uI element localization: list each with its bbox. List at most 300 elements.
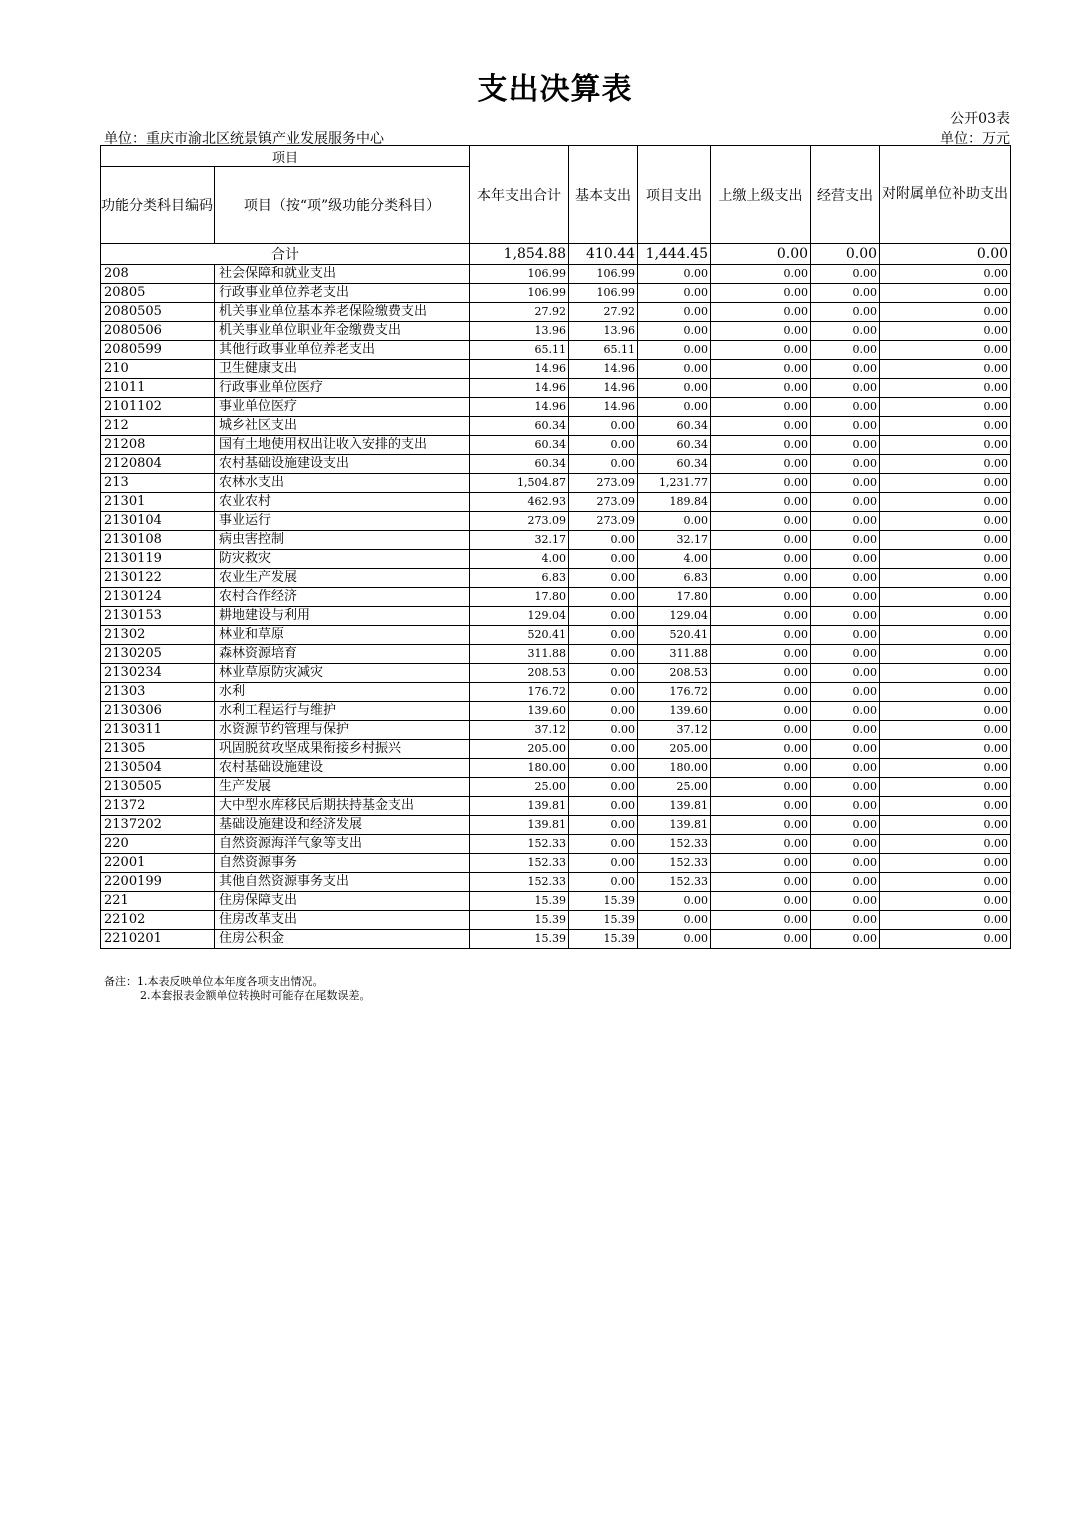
row-value: 0.00: [711, 664, 811, 683]
row-value: 0.00: [711, 626, 811, 645]
row-value: 462.93: [470, 493, 569, 512]
table-row: [101, 588, 1011, 607]
row-value: 0.00: [811, 341, 880, 360]
row-value: 205.00: [638, 740, 711, 759]
footnote-2: 2.本套报表金额单位转换时可能存在尾数误差。: [140, 989, 371, 1002]
row-name: 国有土地使用权出让收入安排的支出: [215, 436, 470, 455]
row-value: 6.83: [638, 569, 711, 588]
row-value: 0.00: [811, 930, 880, 949]
row-value: 0.00: [811, 797, 880, 816]
row-code: 21208: [101, 436, 215, 455]
row-value: 13.96: [470, 322, 569, 341]
row-name: 农村合作经济: [215, 588, 470, 607]
row-code: 21302: [101, 626, 215, 645]
table-row: [101, 322, 1011, 341]
row-name: 生产发展: [215, 778, 470, 797]
row-value: 0.00: [569, 645, 638, 664]
row-name: 住房公积金: [215, 930, 470, 949]
row-value: 37.12: [638, 721, 711, 740]
table-row: [101, 626, 1011, 645]
table-row: [101, 683, 1011, 702]
row-value: 0.00: [711, 550, 811, 569]
row-value: 15.39: [569, 892, 638, 911]
table-row: [101, 474, 1011, 493]
row-name: 林业和草原: [215, 626, 470, 645]
row-value: 25.00: [638, 778, 711, 797]
row-name: 农村基础设施建设: [215, 759, 470, 778]
row-value: 0.00: [711, 702, 811, 721]
row-value: 152.33: [470, 854, 569, 873]
row-value: 0.00: [569, 588, 638, 607]
row-value: 0.00: [569, 626, 638, 645]
row-name: 其他行政事业单位养老支出: [215, 341, 470, 360]
row-value: 0.00: [880, 417, 1011, 436]
row-value: 0.00: [811, 835, 880, 854]
row-value: 14.96: [569, 398, 638, 417]
total-cell: 410.44: [569, 244, 638, 265]
row-value: 14.96: [569, 360, 638, 379]
row-value: 0.00: [711, 531, 811, 550]
total-row: [101, 244, 1011, 265]
row-name: 病虫害控制: [215, 531, 470, 550]
row-value: 0.00: [711, 607, 811, 626]
row-value: 0.00: [711, 436, 811, 455]
row-code: 2130108: [101, 531, 215, 550]
table-row: [101, 550, 1011, 569]
table-row: [101, 284, 1011, 303]
row-value: 0.00: [811, 455, 880, 474]
row-value: 0.00: [569, 759, 638, 778]
row-name: 耕地建设与利用: [215, 607, 470, 626]
total-label: 合计: [101, 244, 470, 265]
header-upper: 上缴上级支出: [711, 146, 811, 244]
row-value: 0.00: [880, 322, 1011, 341]
row-value: 60.34: [470, 417, 569, 436]
reporting-unit: 单位：重庆市渝北区统景镇产业发展服务中心: [104, 131, 384, 147]
row-value: 0.00: [569, 873, 638, 892]
row-value: 14.96: [470, 398, 569, 417]
row-value: 0.00: [880, 436, 1011, 455]
row-value: 15.39: [470, 911, 569, 930]
row-name: 其他自然资源事务支出: [215, 873, 470, 892]
table-row: [101, 569, 1011, 588]
row-value: 0.00: [811, 284, 880, 303]
row-value: 152.33: [638, 854, 711, 873]
row-value: 0.00: [569, 569, 638, 588]
table-row: [101, 835, 1011, 854]
row-value: 32.17: [470, 531, 569, 550]
row-code: 2080599: [101, 341, 215, 360]
row-value: 106.99: [470, 284, 569, 303]
row-value: 0.00: [880, 265, 1011, 284]
row-value: 15.39: [470, 892, 569, 911]
row-value: 0.00: [711, 854, 811, 873]
row-value: 0.00: [569, 455, 638, 474]
row-value: 0.00: [811, 816, 880, 835]
row-value: 0.00: [711, 797, 811, 816]
row-value: 0.00: [811, 379, 880, 398]
row-value: 1,231.77: [638, 474, 711, 493]
row-code: 21301: [101, 493, 215, 512]
row-code: 213: [101, 474, 215, 493]
row-name: 城乡社区支出: [215, 417, 470, 436]
row-value: 129.04: [470, 607, 569, 626]
row-name: 农业生产发展: [215, 569, 470, 588]
row-value: 0.00: [638, 930, 711, 949]
row-value: 273.09: [470, 512, 569, 531]
row-value: 0.00: [811, 721, 880, 740]
row-value: 0.00: [569, 797, 638, 816]
table-row: [101, 778, 1011, 797]
row-value: 106.99: [569, 284, 638, 303]
row-value: 0.00: [569, 702, 638, 721]
row-name: 巩固脱贫攻坚成果衔接乡村振兴: [215, 740, 470, 759]
row-value: 0.00: [811, 854, 880, 873]
row-value: 273.09: [569, 512, 638, 531]
table-row: [101, 379, 1011, 398]
row-name: 卫生健康支出: [215, 360, 470, 379]
table-row: [101, 911, 1011, 930]
row-value: 152.33: [638, 873, 711, 892]
row-code: 2130234: [101, 664, 215, 683]
table-row: [101, 436, 1011, 455]
row-value: 0.00: [711, 778, 811, 797]
row-value: 0.00: [811, 265, 880, 284]
row-value: 152.33: [470, 835, 569, 854]
table-row: [101, 303, 1011, 322]
row-code: 2210201: [101, 930, 215, 949]
row-value: 139.81: [638, 797, 711, 816]
row-name: 水利: [215, 683, 470, 702]
row-value: 65.11: [569, 341, 638, 360]
row-value: 0.00: [711, 759, 811, 778]
header-name: 项目（按“项”级功能分类科目）: [215, 167, 470, 244]
header-project: 项目: [101, 146, 470, 167]
row-value: 0.00: [811, 398, 880, 417]
table-row: [101, 740, 1011, 759]
row-value: 0.00: [880, 531, 1011, 550]
row-value: 0.00: [811, 645, 880, 664]
row-value: 0.00: [711, 721, 811, 740]
row-value: 0.00: [711, 417, 811, 436]
row-code: 2101102: [101, 398, 215, 417]
row-code: 21372: [101, 797, 215, 816]
row-value: 0.00: [811, 740, 880, 759]
row-value: 0.00: [880, 816, 1011, 835]
row-code: 2130153: [101, 607, 215, 626]
row-value: 0.00: [811, 778, 880, 797]
row-value: 0.00: [880, 759, 1011, 778]
row-value: 0.00: [811, 531, 880, 550]
total-cell: 1,444.45: [638, 244, 711, 265]
row-value: 0.00: [711, 930, 811, 949]
row-value: 0.00: [880, 588, 1011, 607]
row-value: 0.00: [811, 873, 880, 892]
row-code: 22102: [101, 911, 215, 930]
row-value: 0.00: [638, 398, 711, 417]
row-value: 14.96: [569, 379, 638, 398]
table-row: [101, 607, 1011, 626]
row-value: 0.00: [811, 360, 880, 379]
row-value: 0.00: [711, 284, 811, 303]
footnotes: [104, 975, 371, 1003]
row-value: 520.41: [638, 626, 711, 645]
table-row: [101, 417, 1011, 436]
row-code: 2130124: [101, 588, 215, 607]
row-value: 17.80: [470, 588, 569, 607]
row-value: 0.00: [711, 740, 811, 759]
row-code: 210: [101, 360, 215, 379]
row-value: 60.34: [638, 436, 711, 455]
total-cell: 0.00: [811, 244, 880, 265]
row-value: 0.00: [569, 550, 638, 569]
row-value: 0.00: [880, 379, 1011, 398]
row-value: 0.00: [880, 512, 1011, 531]
row-value: 0.00: [880, 360, 1011, 379]
row-value: 17.80: [638, 588, 711, 607]
row-value: 0.00: [711, 873, 811, 892]
row-value: 0.00: [811, 702, 880, 721]
total-cell: 0.00: [880, 244, 1011, 265]
row-value: 0.00: [711, 303, 811, 322]
footnote-1: 备注：1.本表反映单位本年度各项支出情况。: [104, 975, 324, 988]
row-code: 2080505: [101, 303, 215, 322]
row-value: 0.00: [638, 265, 711, 284]
row-value: 0.00: [811, 588, 880, 607]
row-value: 0.00: [880, 303, 1011, 322]
form-number: 公开03表: [950, 111, 1010, 127]
row-value: 0.00: [811, 759, 880, 778]
row-value: 0.00: [711, 835, 811, 854]
row-value: 0.00: [711, 493, 811, 512]
total-cell: 0.00: [711, 244, 811, 265]
row-name: 自然资源事务: [215, 854, 470, 873]
row-value: 0.00: [711, 816, 811, 835]
row-value: 60.34: [638, 455, 711, 474]
row-code: 2130104: [101, 512, 215, 531]
row-value: 0.00: [880, 797, 1011, 816]
row-value: 0.00: [711, 398, 811, 417]
row-value: 0.00: [811, 303, 880, 322]
row-value: 27.92: [569, 303, 638, 322]
table-row: [101, 455, 1011, 474]
row-value: 129.04: [638, 607, 711, 626]
row-value: 0.00: [711, 588, 811, 607]
row-value: 176.72: [470, 683, 569, 702]
row-value: 60.34: [470, 436, 569, 455]
row-code: 2130205: [101, 645, 215, 664]
row-name: 事业单位医疗: [215, 398, 470, 417]
row-value: 0.00: [711, 360, 811, 379]
row-value: 0.00: [811, 436, 880, 455]
row-value: 32.17: [638, 531, 711, 550]
row-value: 15.39: [569, 930, 638, 949]
row-value: 0.00: [880, 702, 1011, 721]
row-code: 2130122: [101, 569, 215, 588]
row-value: 25.00: [470, 778, 569, 797]
row-value: 139.60: [470, 702, 569, 721]
table-row: [101, 645, 1011, 664]
row-name: 农村基础设施建设支出: [215, 455, 470, 474]
row-value: 273.09: [569, 493, 638, 512]
row-name: 机关事业单位职业年金缴费支出: [215, 322, 470, 341]
row-value: 0.00: [811, 607, 880, 626]
table-row: [101, 265, 1011, 284]
row-value: 0.00: [880, 740, 1011, 759]
row-name: 农林水支出: [215, 474, 470, 493]
row-value: 0.00: [880, 341, 1011, 360]
currency-unit: 单位：万元: [940, 131, 1010, 147]
table-row: [101, 512, 1011, 531]
row-code: 20805: [101, 284, 215, 303]
row-name: 水资源节约管理与保护: [215, 721, 470, 740]
row-value: 0.00: [811, 683, 880, 702]
table-row: [101, 816, 1011, 835]
table-row: [101, 398, 1011, 417]
row-value: 0.00: [638, 284, 711, 303]
row-value: 15.39: [470, 930, 569, 949]
total-cell: 1,854.88: [470, 244, 569, 265]
row-name: 自然资源海洋气象等支出: [215, 835, 470, 854]
row-value: 0.00: [569, 531, 638, 550]
row-value: 0.00: [711, 455, 811, 474]
row-value: 152.33: [638, 835, 711, 854]
row-code: 2130504: [101, 759, 215, 778]
table-row: [101, 664, 1011, 683]
row-code: 21305: [101, 740, 215, 759]
row-value: 139.60: [638, 702, 711, 721]
table-row: [101, 531, 1011, 550]
table-row: [101, 797, 1011, 816]
row-value: 0.00: [880, 721, 1011, 740]
row-value: 0.00: [811, 892, 880, 911]
row-code: 2130505: [101, 778, 215, 797]
row-value: 0.00: [569, 721, 638, 740]
row-value: 37.12: [470, 721, 569, 740]
row-value: 0.00: [880, 569, 1011, 588]
row-value: 180.00: [470, 759, 569, 778]
row-value: 15.39: [569, 911, 638, 930]
row-value: 0.00: [569, 607, 638, 626]
header-basic: 基本支出: [569, 146, 638, 244]
row-value: 0.00: [880, 645, 1011, 664]
header-code: 功能分类科目编码: [101, 167, 215, 244]
row-value: 106.99: [569, 265, 638, 284]
table-row: [101, 873, 1011, 892]
row-value: 0.00: [638, 379, 711, 398]
row-value: 14.96: [470, 360, 569, 379]
row-value: 60.34: [470, 455, 569, 474]
row-value: 0.00: [569, 778, 638, 797]
row-value: 27.92: [470, 303, 569, 322]
row-value: 0.00: [638, 512, 711, 531]
row-code: 2130306: [101, 702, 215, 721]
row-value: 0.00: [880, 873, 1011, 892]
row-value: 208.53: [470, 664, 569, 683]
table-row: [101, 341, 1011, 360]
row-value: 0.00: [638, 303, 711, 322]
row-value: 106.99: [470, 265, 569, 284]
row-value: 0.00: [711, 569, 811, 588]
row-value: 139.81: [470, 797, 569, 816]
row-value: 0.00: [569, 816, 638, 835]
row-value: 0.00: [880, 474, 1011, 493]
row-value: 65.11: [470, 341, 569, 360]
row-name: 住房改革支出: [215, 911, 470, 930]
row-value: 0.00: [638, 360, 711, 379]
row-value: 4.00: [638, 550, 711, 569]
row-value: 0.00: [638, 892, 711, 911]
row-code: 21011: [101, 379, 215, 398]
row-value: 13.96: [569, 322, 638, 341]
row-value: 0.00: [811, 322, 880, 341]
row-value: 189.84: [638, 493, 711, 512]
row-value: 0.00: [880, 854, 1011, 873]
row-value: 0.00: [711, 265, 811, 284]
row-value: 0.00: [811, 550, 880, 569]
row-value: 205.00: [470, 740, 569, 759]
row-name: 水利工程运行与维护: [215, 702, 470, 721]
table-row: [101, 854, 1011, 873]
table-row: [101, 493, 1011, 512]
row-value: 311.88: [470, 645, 569, 664]
table-row: [101, 702, 1011, 721]
row-name: 行政事业单位医疗: [215, 379, 470, 398]
row-value: 520.41: [470, 626, 569, 645]
row-value: 0.00: [711, 474, 811, 493]
header-project-expense: 项目支出: [638, 146, 711, 244]
row-value: 152.33: [470, 873, 569, 892]
row-code: 2200199: [101, 873, 215, 892]
row-value: 0.00: [569, 835, 638, 854]
row-value: 0.00: [811, 493, 880, 512]
row-code: 2080506: [101, 322, 215, 341]
table-row: [101, 721, 1011, 740]
row-value: 0.00: [880, 550, 1011, 569]
row-value: 0.00: [569, 740, 638, 759]
row-code: 221: [101, 892, 215, 911]
row-value: 0.00: [711, 322, 811, 341]
table-row: [101, 360, 1011, 379]
row-name: 农业农村: [215, 493, 470, 512]
row-value: 311.88: [638, 645, 711, 664]
row-value: 0.00: [711, 512, 811, 531]
table-row: [101, 930, 1011, 949]
row-value: 0.00: [711, 911, 811, 930]
row-code: 2120804: [101, 455, 215, 474]
row-name: 林业草原防灾减灾: [215, 664, 470, 683]
row-name: 森林资源培育: [215, 645, 470, 664]
row-value: 0.00: [711, 892, 811, 911]
row-value: 0.00: [569, 683, 638, 702]
row-name: 社会保障和就业支出: [215, 265, 470, 284]
row-value: 6.83: [470, 569, 569, 588]
row-name: 防灾救灾: [215, 550, 470, 569]
row-value: 273.09: [569, 474, 638, 493]
row-value: 0.00: [811, 626, 880, 645]
row-value: 0.00: [811, 569, 880, 588]
row-value: 0.00: [880, 835, 1011, 854]
row-value: 0.00: [638, 911, 711, 930]
table-row: [101, 892, 1011, 911]
row-value: 0.00: [811, 664, 880, 683]
row-name: 机关事业单位基本养老保险缴费支出: [215, 303, 470, 322]
row-value: 180.00: [638, 759, 711, 778]
row-code: 21303: [101, 683, 215, 702]
row-name: 大中型水库移民后期扶持基金支出: [215, 797, 470, 816]
row-value: 0.00: [880, 930, 1011, 949]
row-value: 0.00: [880, 284, 1011, 303]
